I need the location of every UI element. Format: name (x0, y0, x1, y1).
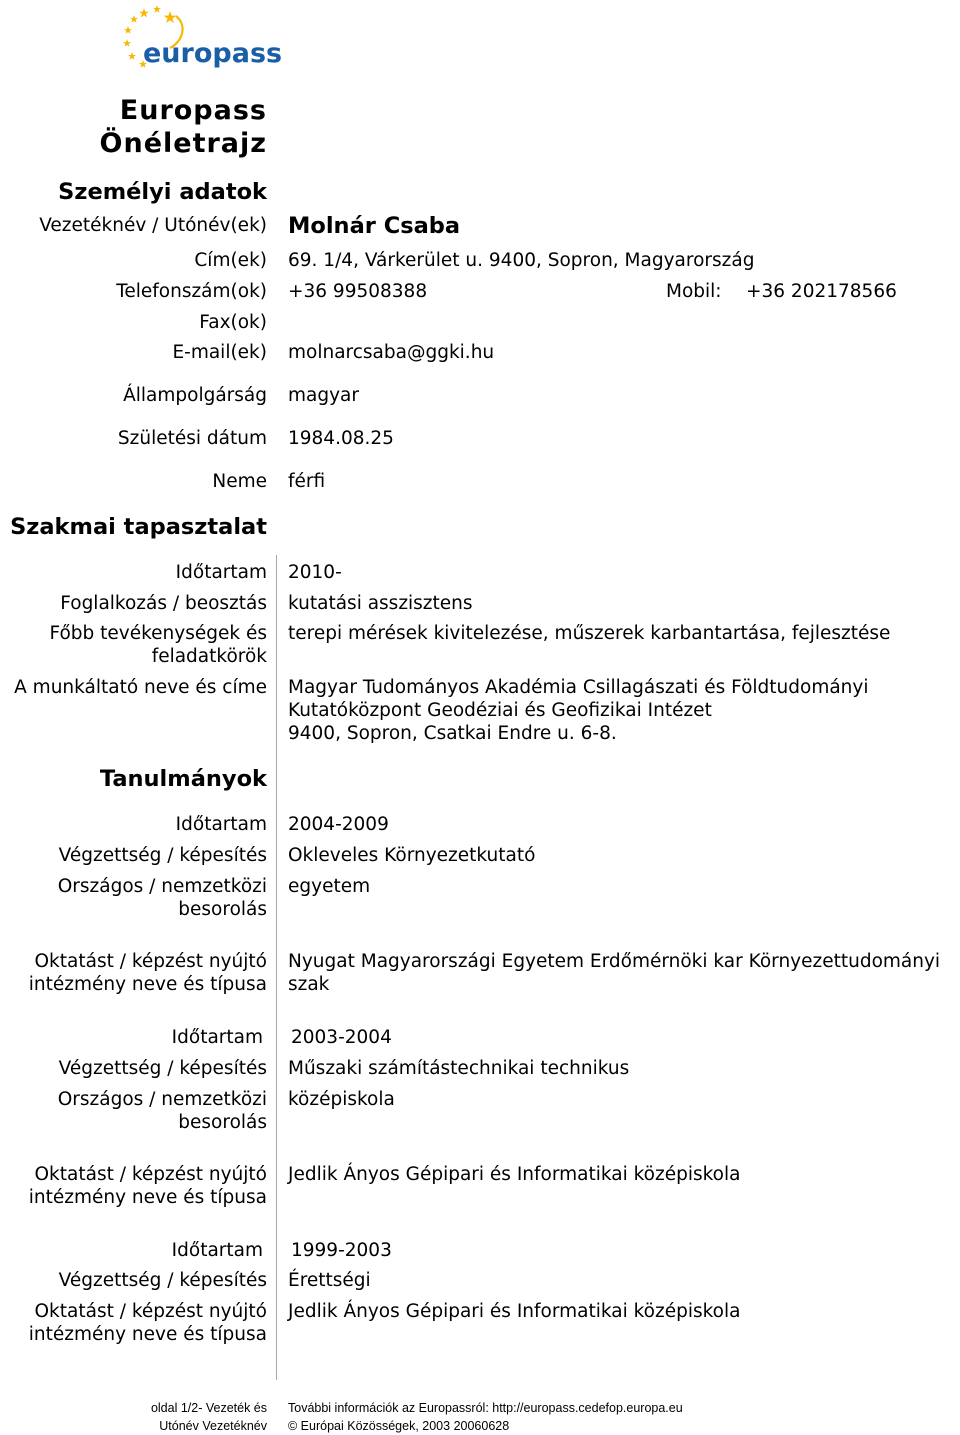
edu1-level-value: egyetem (288, 876, 371, 897)
name-label: Vezetéknév / Utónév(ek) (39, 215, 267, 236)
edu2-period-value: 2003-2004 (291, 1027, 392, 1048)
europass-logo-graphic (118, 2, 283, 74)
gender-value: férfi (288, 471, 326, 492)
address-value: 69. 1/4, Várkerület u. 9400, Sopron, Magyarország (288, 250, 755, 271)
edu1-level-label: Országos / nemzetközi besorolás (57, 876, 267, 920)
edu2-level-value: középiskola (288, 1089, 395, 1110)
nationality-label: Állampolgárság (123, 385, 267, 406)
exp-period-value: 2010- (288, 562, 342, 583)
email-value: molnarcsaba@ggki.hu (288, 342, 495, 363)
education-heading: Tanulmányok (99, 766, 267, 792)
edu3-period-value: 1999-2003 (291, 1240, 392, 1261)
edu2-institution-label: Oktatást / képzést nyújtó intézmény neve és típusa (28, 1164, 267, 1208)
footer-link[interactable]: További információk az Europassról: http://europass.cedefop.europa.eu (288, 1401, 683, 1415)
edu3-qualification-value: Érettségi (288, 1270, 371, 1291)
europass-logo (118, 2, 283, 74)
edu3-institution-label: Oktatást / képzést nyújtó intézmény neve és típusa (28, 1301, 267, 1345)
exp-activities-label: Főbb tevékenységek és feladatkörök (49, 623, 267, 667)
gender-label: Neme (212, 471, 267, 492)
exp-employer-label: A munkáltató neve és címe (14, 677, 267, 698)
logo-text: europass (143, 38, 283, 69)
edu2-qualification-value: Műszaki számítástechnikai technikus (288, 1058, 630, 1079)
exp-position-label: Foglalkozás / beosztás (60, 593, 267, 614)
column-divider (276, 555, 277, 1380)
full-name: Molnár Csaba (288, 213, 461, 239)
birth-value: 1984.08.25 (288, 428, 394, 449)
edu2-level-label: Országos / nemzetközi besorolás (57, 1089, 267, 1133)
edu1-qualification-label: Végzettség / képesítés (58, 845, 267, 866)
footer-copyright: © Európai Közösségek, 2003 20060628 (288, 1419, 510, 1433)
email-label: E-mail(ek) (172, 342, 267, 363)
edu2-qualification-label: Végzettség / képesítés (58, 1058, 267, 1079)
exp-employer-value: Magyar Tudományos Akadémia Csillagászati és Földtudományi Kutatóközpont Geodéziai és Geofizikai Intézet 9400, Sopron, Csatkai Endre u. 6-8. (288, 677, 869, 744)
birth-label: Születési dátum (117, 428, 267, 449)
footer-europass-info (288, 1399, 683, 1435)
edu2-institution-value: Jedlik Ányos Gépipari és Informatikai középiskola (288, 1164, 741, 1185)
mobile-label: Mobil: (666, 281, 722, 302)
edu1-period-label: Időtartam (175, 814, 267, 835)
nationality-value: magyar (288, 385, 359, 406)
edu3-period-label: Időtartam (171, 1240, 263, 1261)
edu3-qualification-label: Végzettség / képesítés (58, 1270, 267, 1291)
edu3-institution-value: Jedlik Ányos Gépipari és Informatikai középiskola (288, 1301, 741, 1322)
mobile-value: +36 202178566 (746, 281, 897, 302)
cv-title: Europass Önéletrajz (99, 95, 267, 159)
exp-position-value: kutatási asszisztens (288, 593, 473, 614)
edu1-institution-value: Nyugat Magyarországi Egyetem Erdőmérnöki kar Környezettudományi szak (288, 951, 941, 995)
phone-label: Telefonszám(ok) (116, 281, 267, 302)
edu1-institution-label: Oktatást / képzést nyújtó intézmény neve és típusa (28, 951, 267, 995)
edu1-qualification-value: Okleveles Környezetkutató (288, 845, 536, 866)
fax-label: Fax(ok) (199, 312, 267, 333)
phone-value: +36 99508388 (288, 281, 428, 302)
exp-period-label: Időtartam (175, 562, 267, 583)
address-label: Cím(ek) (194, 250, 267, 271)
edu1-period-value: 2004-2009 (288, 814, 389, 835)
experience-heading: Szakmai tapasztalat (10, 514, 267, 540)
personal-heading: Személyi adatok (58, 179, 267, 205)
footer-page-info: oldal 1/2- Vezeték és Utónév Vezetéknév (150, 1401, 267, 1433)
exp-activities-value: terepi mérések kivitelezése, műszerek karbantartása, fejlesztése (288, 623, 891, 644)
edu2-period-label: Időtartam (171, 1027, 263, 1048)
